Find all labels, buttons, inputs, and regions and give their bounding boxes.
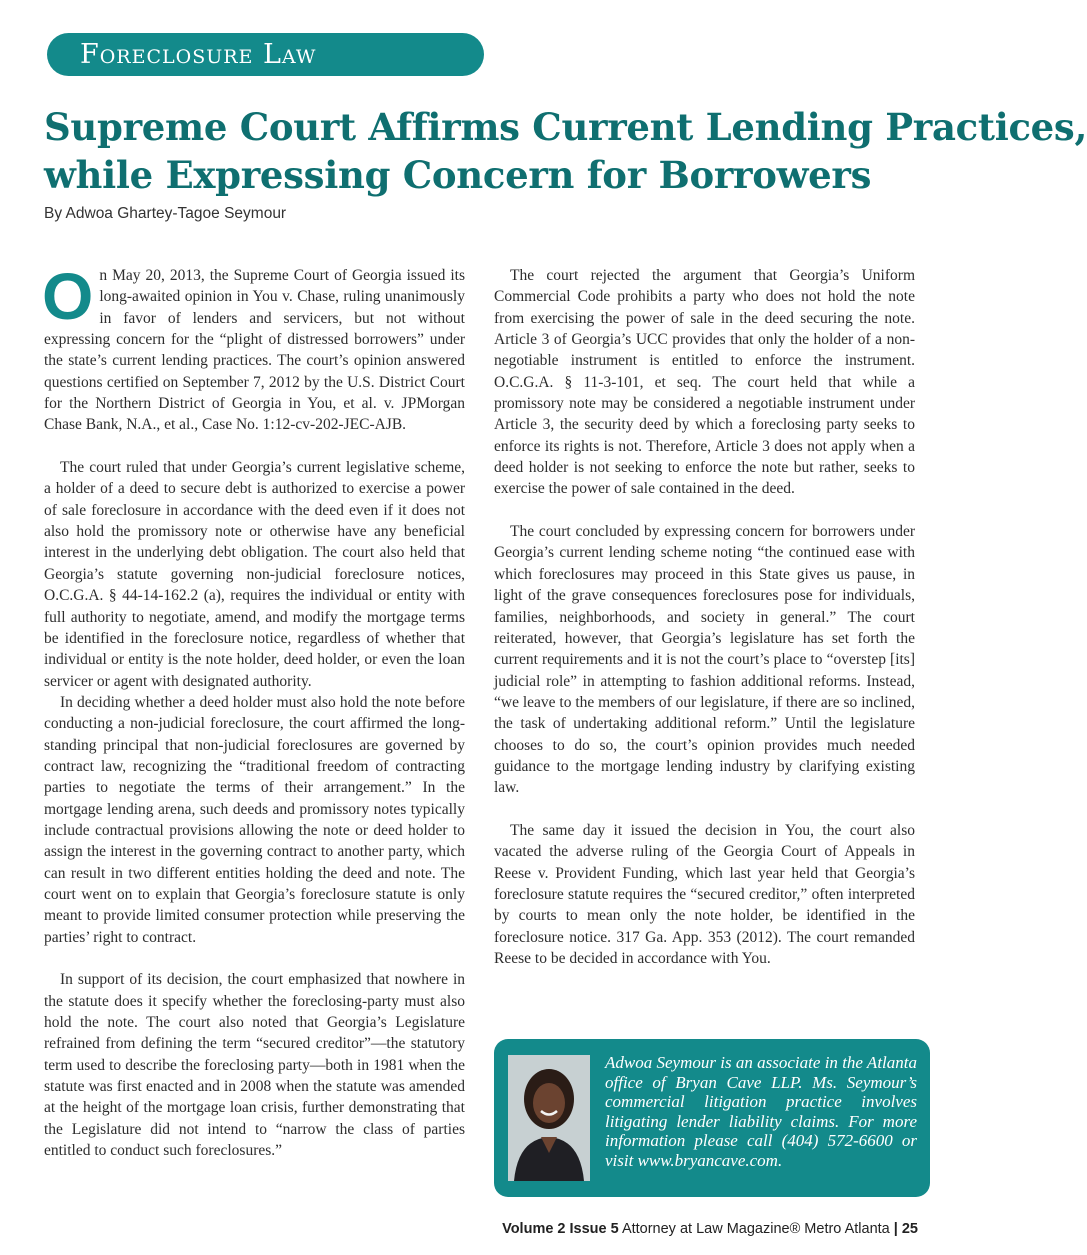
paragraph-reese: The same day it issued the decision in You, the court also vacated the adverse ruling of the Georgia Court of Appeals in Reese v. Provident Funding, which last year held that Georgia’s foreclosure statute requires the “secured creditor,” often interpreted by courts to mean only the note holder, be identified in the foreclosure notice. 317 Ga. App. 353 (2012). The court remanded Reese to be decided in accordance with You.	[494, 821, 915, 967]
article-column-right	[494, 265, 915, 969]
article-headline	[44, 103, 1087, 199]
paragraph-deed-holder: In deciding whether a deed holder must also hold the note before conducting a non-judicial foreclosure, the court affirmed the long-standing principal that non-judicial foreclosures are governed by contract law, recognizing the “traditional freedom of contracting parties to negotiate the terms of their arrangement.” In the mortgage lending arena, such deeds and promissory notes typically include contractual provisions allowing the note or deed holder to assign the interest in the governing contract to another party, which can result in two different entities holding the deed and note. The court went on to explain that Georgia’s foreclosure statute is only meant to provide limited consumer protection while preserving the parties’ right to contract.	[44, 693, 465, 946]
section-tab	[47, 33, 484, 76]
footer-issue: Volume 2 Issue 5	[502, 1221, 619, 1237]
author-bio-box	[494, 1039, 930, 1197]
paragraph-intro-text: n May 20, 2013, the Supreme Court of Georgia issued its long-awaited opinion in You v. Chase, ruling unanimously in favor of lenders and servicers, but not without expressing concern for the “plight of distressed borrowers” under the state’s current lending practices. The court’s opinion answered questions certified on September 7, 2012 by the U.S. District Court for the Northern District of Georgia in You, et al. v. JPMorgan Chase Bank, N.A., et al., Case No. 1:12-cv-202-JEC-AJB.	[44, 267, 465, 434]
paragraph-ruling: The court ruled that under Georgia’s current legislative scheme, a holder of a deed to secure debt is authorized to exercise a power of sale foreclosure in accordance with the deed even if it does not also hold the promissory note or otherwise have any beneficial interest in the underlying debt obligation. The court also held that Georgia’s statute governing non-judicial foreclosure notices, O.C.G.A. § 44-14-162.2 (a), requires the individual or entity with full authority to negotiate, amend, and modify the mortgage terms be identified in the foreclosure notice, regardless of whether that individual or entity is the note holder, deed holder, or even the loan servicer or agent with designated authority.	[44, 459, 465, 690]
footer-magazine: Attorney at Law Magazine® Metro Atlanta	[621, 1221, 890, 1237]
paragraph-ucc: The court rejected the argument that Georgia’s Uniform Commercial Code prohibits a party who does not hold the note from exercising the power of sale in the deed securing the note. Article 3 of Georgia’s UCC provides that only the holder of a non-negotiable instrument is entitled to enforce the instrument. O.C.G.A. § 11-3-101, et seq. The court held that while a promissory note may be considered a negotiable instrument under Article 3, the security deed by which a foreclosing party seeks to enforce its rights is not. Therefore, Article 3 does not apply when a deed holder is not seeking to enforce the note but rather, seeks to exercise the power of sale contained in the deed.	[494, 267, 915, 498]
author-bio-text: Adwoa Seymour is an associate in the Atlanta office of Bryan Cave LLP. Ms. Seymour’s commercial litigation practice involves litigating lender liability claims. For more information please call (404) 572-6600 or visit www.bryancave.com.	[605, 1053, 917, 1170]
paragraph-intro	[42, 259, 465, 436]
page-number: 25	[901, 1221, 918, 1237]
author-photo	[508, 1055, 590, 1181]
byline: By Adwoa Ghartey-Tagoe Seymour	[44, 205, 287, 222]
drop-cap: O	[42, 259, 94, 333]
headline-line-2: while Expressing Concern for Borrowers	[44, 153, 872, 197]
headline-line-1: Supreme Court Affirms Current Lending Practices,	[44, 105, 1087, 149]
section-tab-label: Foreclosure Law	[80, 39, 317, 70]
article-column-left	[42, 259, 465, 1161]
paragraph-support: In support of its decision, the court emphasized that nowhere in the statute does it specify whether the foreclosing-party must also hold the note. The court also noted that Georgia’s Legislature refrained from defining the term “secured creditor”—the statutory term used to describe the foreclosing party—both in 1981 when the statute was first enacted and in 2008 when the statute was amended at the height of the mortgage loan crisis, further demonstrating that the Legislature did not intend to “narrow the class of parties entitled to conduct such foreclosures.”	[44, 971, 465, 1160]
page-footer	[502, 1221, 918, 1237]
paragraph-concern: The court concluded by expressing concern for borrowers under Georgia’s current lending scheme noting “the continued ease with which foreclosures may proceed in this State gives us pause, in light of the grave consequences foreclosures pose for individuals, families, neighborhoods, and society in general.” The court reiterated, however, that Georgia’s legislature has set forth the current requirements and it is not the court’s place to “overstep [its] judicial role” in attempting to fashion additional reforms. Instead, “we leave to the members of our legislature, if there are so inclined, the task of undertaking additional reform.” Until the legislature chooses to do so, the court’s opinion provides much needed guidance to the mortgage lending industry by clarifying existing law.	[494, 523, 915, 797]
footer-separator: |	[893, 1221, 898, 1237]
